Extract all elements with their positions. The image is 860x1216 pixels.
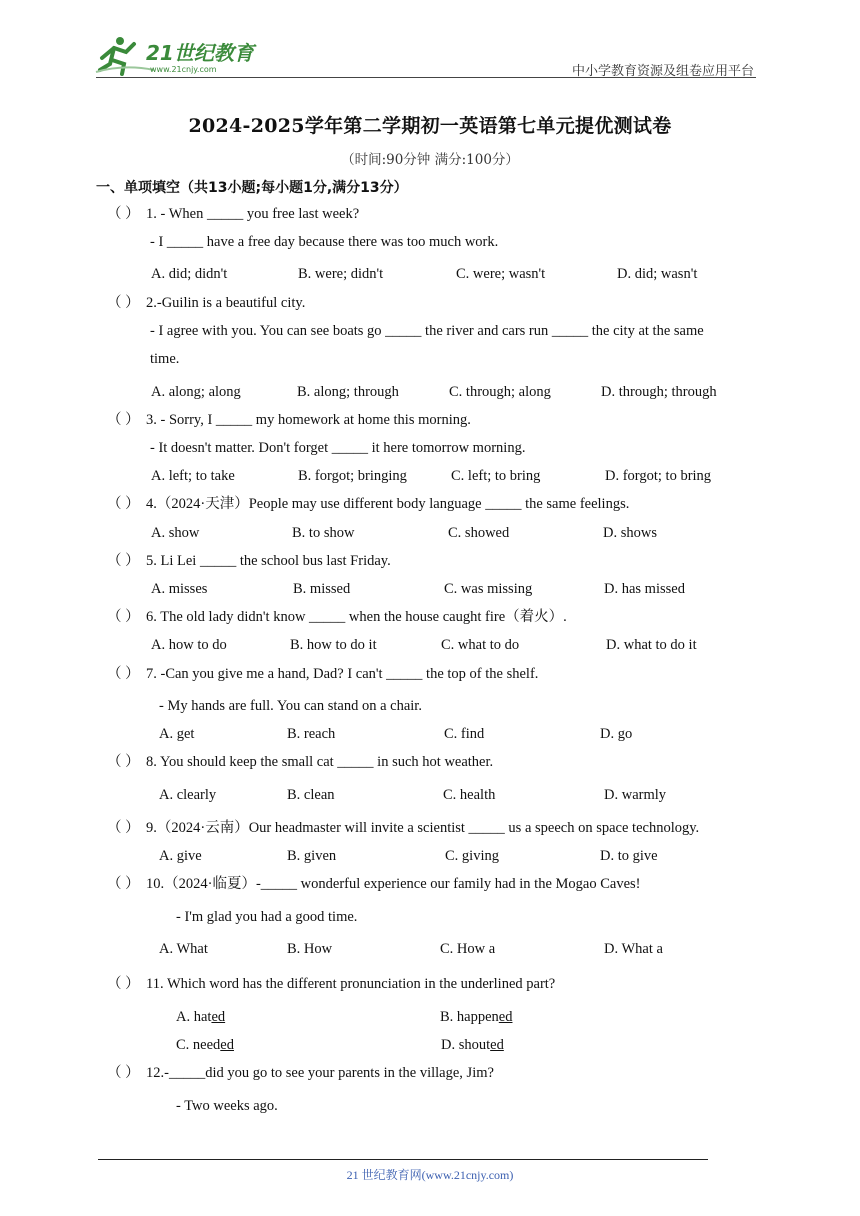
option[interactable] [176, 1036, 234, 1054]
option[interactable]: C. left; to bring [451, 468, 541, 484]
question-3: 3. - Sorry, I _____ my homework at home this morning. [146, 412, 471, 428]
site-logo [94, 34, 264, 76]
question-5: 5. Li Lei _____ the school bus last Friday. [146, 553, 391, 569]
option[interactable]: A. clearly [159, 787, 217, 803]
option[interactable]: B. forgot; bringing [298, 468, 407, 484]
page-title: 2024-2025学年第二学期初一英语第七单元提优测试卷 [188, 115, 672, 137]
answer-blank[interactable]: （ ） [107, 1065, 140, 1081]
option[interactable]: C. How a [440, 941, 496, 957]
option[interactable]: A. how to do [151, 637, 227, 653]
question-8: 8. You should keep the small cat _____ in such hot weather. [146, 754, 494, 770]
option[interactable]: A. did; didn't [151, 266, 228, 282]
option[interactable]: D. shows [603, 525, 657, 541]
option[interactable]: D. go [600, 726, 633, 742]
option[interactable]: B. to show [292, 525, 355, 541]
underlined-part: ed [498, 1009, 513, 1025]
question-1: 1. - When _____ you free last week? [146, 206, 360, 222]
option[interactable]: D. warmly [604, 787, 667, 803]
answer-blank[interactable]: （ ） [107, 666, 140, 682]
question-10-line2: - I'm glad you had a good time. [176, 909, 358, 925]
option[interactable]: A. give [159, 848, 202, 864]
option[interactable]: C. giving [445, 848, 499, 864]
footer-text[interactable]: 21 世纪教育网(www.21cnjy.com) [346, 1168, 514, 1182]
question-2: 2.-Guilin is a beautiful city. [146, 295, 306, 311]
question-6: 6. The old lady didn't know _____ when the house caught fire（着火）. [146, 609, 567, 625]
option[interactable]: A. along; along [151, 384, 241, 400]
underlined-part: ed [211, 1009, 226, 1025]
answer-blank[interactable]: （ ） [107, 412, 140, 428]
question-12-line2: - Two weeks ago. [176, 1098, 278, 1114]
option-stem: C. need [176, 1037, 221, 1053]
option[interactable]: B. how to do it [290, 637, 377, 653]
option[interactable]: A. What [159, 941, 208, 957]
option[interactable]: A. left; to take [151, 468, 235, 484]
platform-name: 中小学教育资源及组卷应用平台 [571, 64, 754, 79]
question-2-line2: - I agree with you. You can see boats go _____ the river and cars run _____ the city at the same [150, 323, 704, 339]
question-3-line2: - It doesn't matter. Don't forget _____ it here tomorrow morning. [150, 440, 526, 456]
option[interactable]: B. reach [287, 726, 336, 742]
underlined-part: ed [490, 1037, 504, 1053]
header-divider [96, 77, 756, 78]
option[interactable]: A. get [159, 726, 195, 742]
answer-blank[interactable]: （ ） [107, 553, 140, 569]
option[interactable]: C. find [444, 726, 485, 742]
logo-url: www.21cnjy.com [150, 65, 217, 74]
option[interactable]: D. what to do it [606, 637, 697, 653]
question-4: 4.（2024·天津）People may use different body language _____ the same feelings. [146, 496, 630, 512]
option[interactable]: D. has missed [604, 581, 685, 597]
option[interactable]: B. clean [287, 787, 335, 803]
footer-divider [98, 1159, 708, 1160]
option[interactable]: B. given [287, 848, 337, 864]
option[interactable]: C. what to do [441, 637, 520, 653]
question-9: 9.（2024·云南）Our headmaster will invite a scientist _____ us a speech on space technology. [146, 820, 700, 836]
option[interactable]: C. showed [448, 525, 510, 541]
option[interactable]: C. were; wasn't [456, 266, 546, 282]
option[interactable]: C. health [443, 787, 496, 803]
option[interactable]: B. missed [293, 581, 351, 597]
option[interactable]: D. to give [600, 848, 658, 864]
option[interactable]: D. What a [604, 941, 663, 957]
question-10: 10.（2024·临夏）-_____ wonderful experience our family had in the Mogao Caves! [146, 876, 641, 892]
answer-blank[interactable]: （ ） [107, 820, 140, 836]
option[interactable]: D. did; wasn't [617, 266, 698, 282]
question-11: 11. Which word has the different pronunciation in the underlined part? [146, 976, 556, 992]
option-stem: A. hat [176, 1009, 212, 1025]
option-stem: D. shout [441, 1037, 491, 1053]
answer-blank[interactable]: （ ） [107, 609, 140, 625]
option[interactable]: D. through; through [601, 384, 717, 400]
option[interactable] [440, 1008, 512, 1026]
option[interactable]: B. were; didn't [298, 266, 384, 282]
option[interactable]: B. How [287, 941, 333, 957]
section-heading: 一、单项填空（共13小题;每小题1分,满分13分） [96, 180, 408, 196]
option[interactable]: C. through; along [449, 384, 551, 400]
option[interactable] [441, 1036, 504, 1054]
underlined-part: ed [220, 1037, 234, 1053]
question-2-line3: time. [150, 351, 180, 367]
option[interactable]: D. forgot; to bring [605, 468, 712, 484]
question-7-line2: - My hands are full. You can stand on a chair. [159, 698, 422, 714]
option[interactable]: A. show [151, 525, 200, 541]
answer-blank[interactable]: （ ） [107, 295, 140, 311]
option[interactable] [176, 1008, 225, 1026]
option[interactable]: B. along; through [297, 384, 399, 400]
question-1-line2: - I _____ have a free day because there was too much work. [150, 234, 499, 250]
answer-blank[interactable]: （ ） [107, 496, 140, 512]
logo-text: 21世纪教育 [146, 41, 254, 65]
answer-blank[interactable]: （ ） [107, 976, 140, 992]
option-stem: B. happen [440, 1009, 499, 1025]
exam-info: （时间:90分钟 满分:100分） [341, 152, 519, 168]
answer-blank[interactable]: （ ） [107, 206, 140, 222]
question-7: 7. -Can you give me a hand, Dad? I can't _____ the top of the shelf. [146, 666, 539, 682]
answer-blank[interactable]: （ ） [107, 754, 140, 770]
question-12: 12.-_____did you go to see your parents in the village, Jim? [146, 1065, 494, 1081]
option[interactable]: C. was missing [444, 581, 533, 597]
answer-blank[interactable]: （ ） [107, 876, 140, 892]
option[interactable]: A. misses [151, 581, 208, 597]
